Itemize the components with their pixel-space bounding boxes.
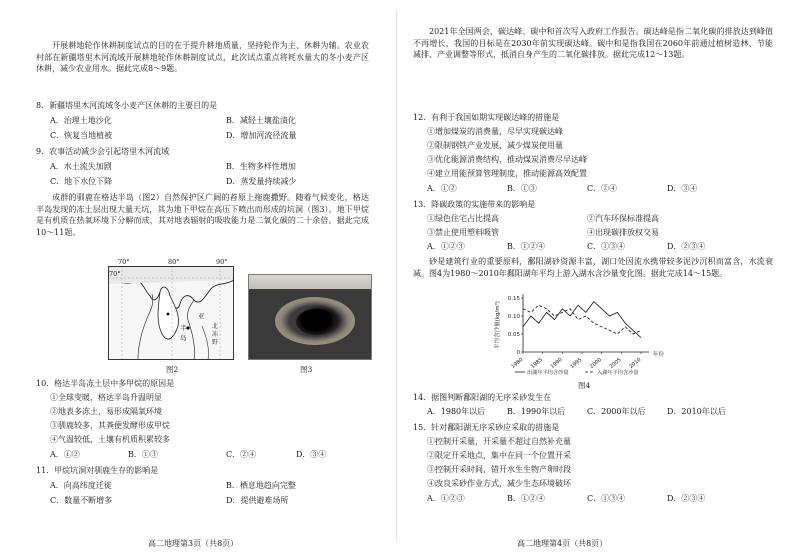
map-lat: 70° <box>109 270 121 278</box>
question-10-option-c: C．②④ <box>226 450 257 459</box>
question-9-stem: 9．农事活动减少会引起塔里木河流域 <box>36 147 170 156</box>
question-8-option-c: C．恢复当地植被 <box>50 131 113 140</box>
question-15-option-b: B．①②④ <box>507 494 545 503</box>
question-13-option-a: A．①②③ <box>427 242 465 251</box>
question-15-option-a: A．①②③ <box>427 494 465 503</box>
figure-2-label: 图2 <box>166 365 179 374</box>
right-page <box>397 0 794 558</box>
x-tick-label: 1995 <box>569 356 584 371</box>
question-12-item-1: ①增加煤炭的消费量，尽早实现碳达峰 <box>427 127 563 136</box>
question-11-stem: 11．甲烷坑洞对驯鹿生存的影响是 <box>36 466 159 475</box>
figure-4-chart <box>489 290 685 378</box>
question-13-option-b: B．①②④ <box>507 242 545 251</box>
question-10-option-a: A．①② <box>50 450 80 459</box>
question-9-option-a: A．水土流失加剧 <box>50 162 112 171</box>
x-tick-label: 2000 <box>588 356 603 371</box>
question-13-item-1: ①绿色住宅占比提高 <box>427 214 499 223</box>
photo-crater-hole <box>296 309 336 335</box>
question-8-option-d: D．增加河流径流量 <box>226 131 297 140</box>
series-line-2 <box>523 305 641 334</box>
question-13-item-4: ④出现碳排放权交易 <box>587 228 659 237</box>
intro-paragraph-12-13: 2021年全国两会，碳达峰、碳中和首次写入政府工作报告。碳达峰是指二氧化碳的排放达到峰值不再增长，我国的目标是在2030年前实现碳达峰。碳中和是指我国在2060年前通过植树造林、节能减排、产业调整等形式，抵消自身产生的二氧化碳排放。据此完成12～13题。 <box>413 27 773 59</box>
y-axis-label: 平均含沙量(kg/m³) <box>495 301 501 349</box>
question-8-stem: 8．新疆塔里木河流域冬小麦产区休耕的主要目的是 <box>36 101 218 110</box>
intro-paragraph-8-9: 开展耕地轮作休耕制度试点的目的在于提升耕地质量，坚持轮作为主、休耕为辅。农业农村部在新疆塔里木河流域开展耕地轮作休耕制度试点，此次试点重点将耗水量大的冬小麦产区休耕，减少农业用水。据此完成8～9题。 <box>36 41 369 73</box>
question-13-option-d: D．②③④ <box>667 242 706 251</box>
question-15-stem: 15．针对鄱阳湖无序采砂应采取的措施是 <box>413 423 560 432</box>
intro-paragraph-14-15: 砂是建筑行业的重要原料，鄱阳湖砂资源丰富，湖口处因流水携带较多泥沙沉积而富含，水流衰减。图4为1980～2010年鄱阳湖年平均上游入湖水含沙量变化图。据此完成14～15题。 <box>413 257 773 278</box>
series-line-1 <box>523 302 641 338</box>
question-13-stem: 13．降碳政策的实施带来的影响是 <box>413 200 536 209</box>
figure-4-label: 图4 <box>578 381 591 390</box>
question-10-option-b: B．①③ <box>128 450 158 459</box>
question-11-option-a: A．向高纬度迁徙 <box>50 481 112 490</box>
map-label-ye: 野 <box>212 339 219 346</box>
y-tick-label: 0 <box>516 350 520 356</box>
map-label-dao: 岛 <box>180 334 187 342</box>
right-page-footer: 高二地理第4页（共8页） <box>517 539 608 548</box>
x-tick-label: 2010 <box>628 356 643 371</box>
question-8-option-a: A．治理土地沙化 <box>50 116 112 125</box>
question-14-option-c: C．2000年以后 <box>587 407 646 416</box>
left-page-footer: 高二地理第3页（共8页） <box>148 539 239 548</box>
question-11-option-c: C．数量不断增多 <box>50 496 113 505</box>
map-label-dong: 冻 <box>212 331 219 338</box>
question-14-option-b: B．1990年以后 <box>507 407 566 416</box>
question-15-option-c: C．①③④ <box>587 494 626 503</box>
legend-label-1: 出湖年平均含沙量 <box>527 370 569 376</box>
x-tick-label: 2005 <box>608 356 623 371</box>
question-15-item-3: ③控制开采时间，错开水生生物产卵时段 <box>427 465 571 474</box>
question-12-option-d: D．③④ <box>667 184 698 193</box>
map-label-bei: 北 <box>212 323 219 330</box>
question-12-item-2: ②限制钢铁产业发展，减少煤炭使用量 <box>427 141 563 150</box>
x-tick-label: 1980 <box>510 356 525 371</box>
figure-3-label: 图3 <box>300 365 313 374</box>
question-9-option-b: B．生物多样性增加 <box>226 162 296 171</box>
question-9-option-c: C．地下水位下降 <box>50 177 113 186</box>
figure-2-map <box>108 256 234 360</box>
question-15-option-d: D．②③④ <box>667 494 706 503</box>
question-15-item-4: ④改良采砂作业方式，减少生态环境破坏 <box>427 479 571 488</box>
question-11-option-d: D．提供避难场所 <box>226 496 289 505</box>
x-axis-label: 年份 <box>653 352 665 358</box>
map-lon-2: 80° <box>168 258 180 266</box>
question-10-item-2: ②地表多冻土，易形成隔氧环境 <box>50 407 162 416</box>
x-tick-label: 1985 <box>529 356 544 371</box>
question-14-option-d: D．2010年以后 <box>667 407 726 416</box>
question-12-option-b: B．①③ <box>507 184 537 193</box>
question-13-option-c: C．①③④ <box>587 242 626 251</box>
question-12-option-a: A．①② <box>427 184 457 193</box>
question-12-option-c: C．②④ <box>587 184 618 193</box>
intro-paragraph-10-11: 成群的驯鹿在格达半岛（图2）自然保护区广阔的苔原上拖鹿撒野。随着气候变化，格达半岛发现的冻土层出现大量天坑，其为地下甲烷在高压下喷出而形成的坑洞（图3）。地下甲烷是有机质在热氧环境下分解而成，其对地表辐射的吸收能力是二氧化碳的二十余倍。据此完成10～11题。 <box>36 193 369 237</box>
question-11-option-b: B．栖息地趋向完整 <box>226 481 296 490</box>
question-10-stem: 10．格达半岛冻土层中多甲烷的原因是 <box>36 379 175 388</box>
question-12-item-3: ③优化能源消费结构，推动煤炭消费尽早达峰 <box>427 155 587 164</box>
question-14-stem: 14．据图判断鄱阳湖的无序采砂发生在 <box>413 393 552 402</box>
question-15-item-2: ②限定开采地点，集中在同一个位置开采 <box>427 451 571 460</box>
x-tick-label: 1990 <box>549 356 564 371</box>
question-10-option-d: D．③④ <box>296 450 327 459</box>
y-tick-label: 0.15 <box>507 296 520 302</box>
question-10-item-1: ①全球变暖，格达半岛升温明显 <box>50 393 162 402</box>
question-14-option-a: A．1980年以后 <box>427 407 486 416</box>
question-12-item-4: ④建立用能预算管理制度，推动能源高效配置 <box>427 169 587 178</box>
question-9-option-d: D．蒸发量持续减少 <box>226 177 297 186</box>
map-lon-3: 90° <box>216 258 228 266</box>
y-tick-label: 0.05 <box>507 332 520 338</box>
figure-3-crater-photo <box>248 274 372 360</box>
question-13-item-2: ②汽车环保标准提高 <box>587 214 659 223</box>
legend-label-2: 入湖年平均含沙量 <box>597 370 639 376</box>
question-13-item-3: ③禁止使用塑料吸管 <box>427 228 499 237</box>
question-8-option-b: B．减轻土壤盐渍化 <box>226 116 296 125</box>
map-lon-1: 70° <box>118 258 130 266</box>
question-10-item-4: ④气温较低，土壤有机质积累较多 <box>50 435 170 444</box>
question-15-item-1: ①控制开采量，开采量不超过自然补充量 <box>427 437 571 446</box>
question-10-item-3: ③驯鹿较多，其粪便发酵形成甲烷 <box>50 421 170 430</box>
map-label-ya: 亚 <box>198 312 205 320</box>
question-12-stem: 12．有利于我国如期实现碳达峰的措施是 <box>413 113 560 122</box>
y-tick-label: 0.10 <box>507 314 520 320</box>
photo-sky <box>249 275 371 289</box>
map-label-ban: 半 <box>180 324 187 332</box>
